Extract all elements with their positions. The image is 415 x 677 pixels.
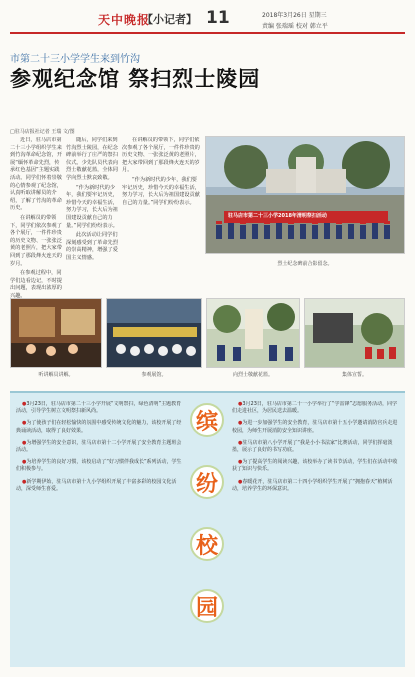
photo-2 (106, 298, 202, 368)
news-item: ●为增强学生的安全意识，驻马店市第十二小学开展了安全教育主题班会活动。 (16, 439, 182, 454)
article-column-1 (10, 137, 62, 299)
photo-2-caption: 参观展馆。 (141, 372, 167, 378)
date-line: 2018年3月26日 星期三 (262, 12, 327, 19)
photo-1 (10, 298, 102, 368)
main-photo-caption: 烈士纪念碑前合影留念。 (277, 261, 333, 267)
news-item: ●为进一步加强学生的安全教育，驻马店市第十五小学邀请消防官兵走进校园，为师生开展消防安全知识讲座。 (232, 420, 398, 434)
oath-photo (305, 299, 405, 368)
campus-news-section (10, 391, 405, 667)
paragraph: 近日，驻马店市第二十三小学组织学生来到竹沟革命纪念馆，开展“缅怀革命先烈，传承红色基因”主题实践活动。同学们怀着崇敬的心情参观了纪念馆，认真听取讲解员的介绍，了解了竹沟的革命历史。 (10, 137, 62, 212)
news-item: ●新学期伊始，驻马店市第十九小学组织开展了丰富多彩的校园文化活动，深受师生喜爱。 (16, 478, 177, 492)
section-title-char: 缤 (190, 403, 224, 437)
memorial-ceremony-photo (206, 137, 405, 254)
banner-text: 驻马店市第二十三小学2018年清明祭扫活动 (228, 213, 327, 219)
paragraph: “作为新时代的少年，我们要牢记历史，珍惜今天的幸福生活，努力学习，长大后为祖国建设贡献自己的力量。”同学们纷纷表示。 (122, 176, 200, 206)
article-column-2 (66, 137, 118, 299)
section-title-char: 纷 (190, 465, 224, 499)
museum-visit-photo (107, 299, 202, 368)
paragraph: 此次活动让同学们深刻感受到了革命先烈的崇高精神，增强了爱国主义情感。 (66, 232, 118, 261)
paragraph: 随后，同学们来到竹沟烈士陵园，在纪念碑前举行了庄严的祭扫仪式。少先队员代表向烈士敬献花篮，全体同学向烈士默哀致敬。 (66, 137, 118, 181)
photo-3 (206, 298, 300, 368)
article-byline: □驻马店报社记者 王瑞 文/图 (10, 129, 75, 135)
news-item: ●为了提高学生的阅读兴趣，该校举办了读书节活动，学生们在活动中收获了知识与快乐。 (232, 459, 398, 473)
section-title: 【小记者】 (142, 13, 197, 26)
article-subhead: 市第二十三小学学生来到竹沟 (10, 54, 140, 65)
main-photo (205, 136, 405, 254)
news-item: ●春暖花开，驻马店市第二十四小学组织学生开展了“拥抱春天”植树活动，培养学生的环保意识。 (232, 478, 393, 492)
photo-3-caption: 向烈士敬献花篮。 (232, 372, 273, 378)
news-left-column (16, 401, 184, 663)
paragraph: 在讲解员的带领下，同学们依次参观了各个展厅，一件件珍贵的历史文物、一张张泛黄的老照片，把大家带回到了那段烽火连天的岁月。 (10, 214, 62, 267)
article-column-3 (122, 137, 200, 299)
news-right-column (232, 401, 400, 663)
news-item: ●为了使孩子们在轻松愉快的氛围中感受传统文化的魅力，该校开展了经典诵读活动，取得了良好效果。 (16, 420, 182, 434)
photo-4 (304, 298, 405, 368)
news-item: ●3月23日，驻马店市第二十三小学开展“文明祭扫，绿色清明”主题教育活动，引导学生树立文明祭扫新风尚。 (16, 401, 182, 415)
paragraph: 在讲解员的带领下，同学们依次参观了各个展厅，一件件珍贵的历史文物、一张张泛黄的老照片，把大家带回到了那段烽火连天的岁月。 (122, 137, 200, 174)
paragraph: 在参观过程中，同学们边看边记，不时提出问题，表现出浓厚的兴趣。 (10, 270, 62, 299)
exhibit-hall-photo (11, 299, 102, 368)
photo-4-caption: 集体宣誓。 (341, 372, 367, 378)
news-item: ●为培养学生的良好习惯，该校启动了“好习惯伴我成长”系列活动，学生们积极参与。 (16, 459, 182, 473)
newspaper-logo: 天中晚报 (98, 13, 151, 27)
paragraph: “作为新时代的少年，我们要牢记历史，珍惜今天的幸福生活，努力学习，长大后为祖国建设贡献自己的力量。”同学们纷纷表示。 (66, 184, 118, 229)
news-item: ●3月23日，驻马店市第二十一小学举行了“学雷锋”志愿服务活动，同学们走进社区，为居民送去温暖。 (232, 401, 398, 415)
page-number: 11 (206, 8, 230, 28)
section-title-char: 校 (190, 527, 224, 561)
masthead (10, 6, 405, 34)
section-title-char: 园 (190, 589, 224, 623)
article-headline: 参观纪念馆 祭扫烈士陵园 (10, 67, 261, 91)
editor-line: 责编 张瑞瑶 校对 韩立平 (262, 23, 328, 30)
photo-1-caption: 听讲解员讲解。 (38, 372, 74, 378)
wreath-laying-photo (207, 299, 300, 368)
news-item: ●驻马店市第八小学开展了“我是小小书法家”比赛活动，同学们挥毫泼墨，展示了良好的书写功底。 (232, 439, 393, 454)
